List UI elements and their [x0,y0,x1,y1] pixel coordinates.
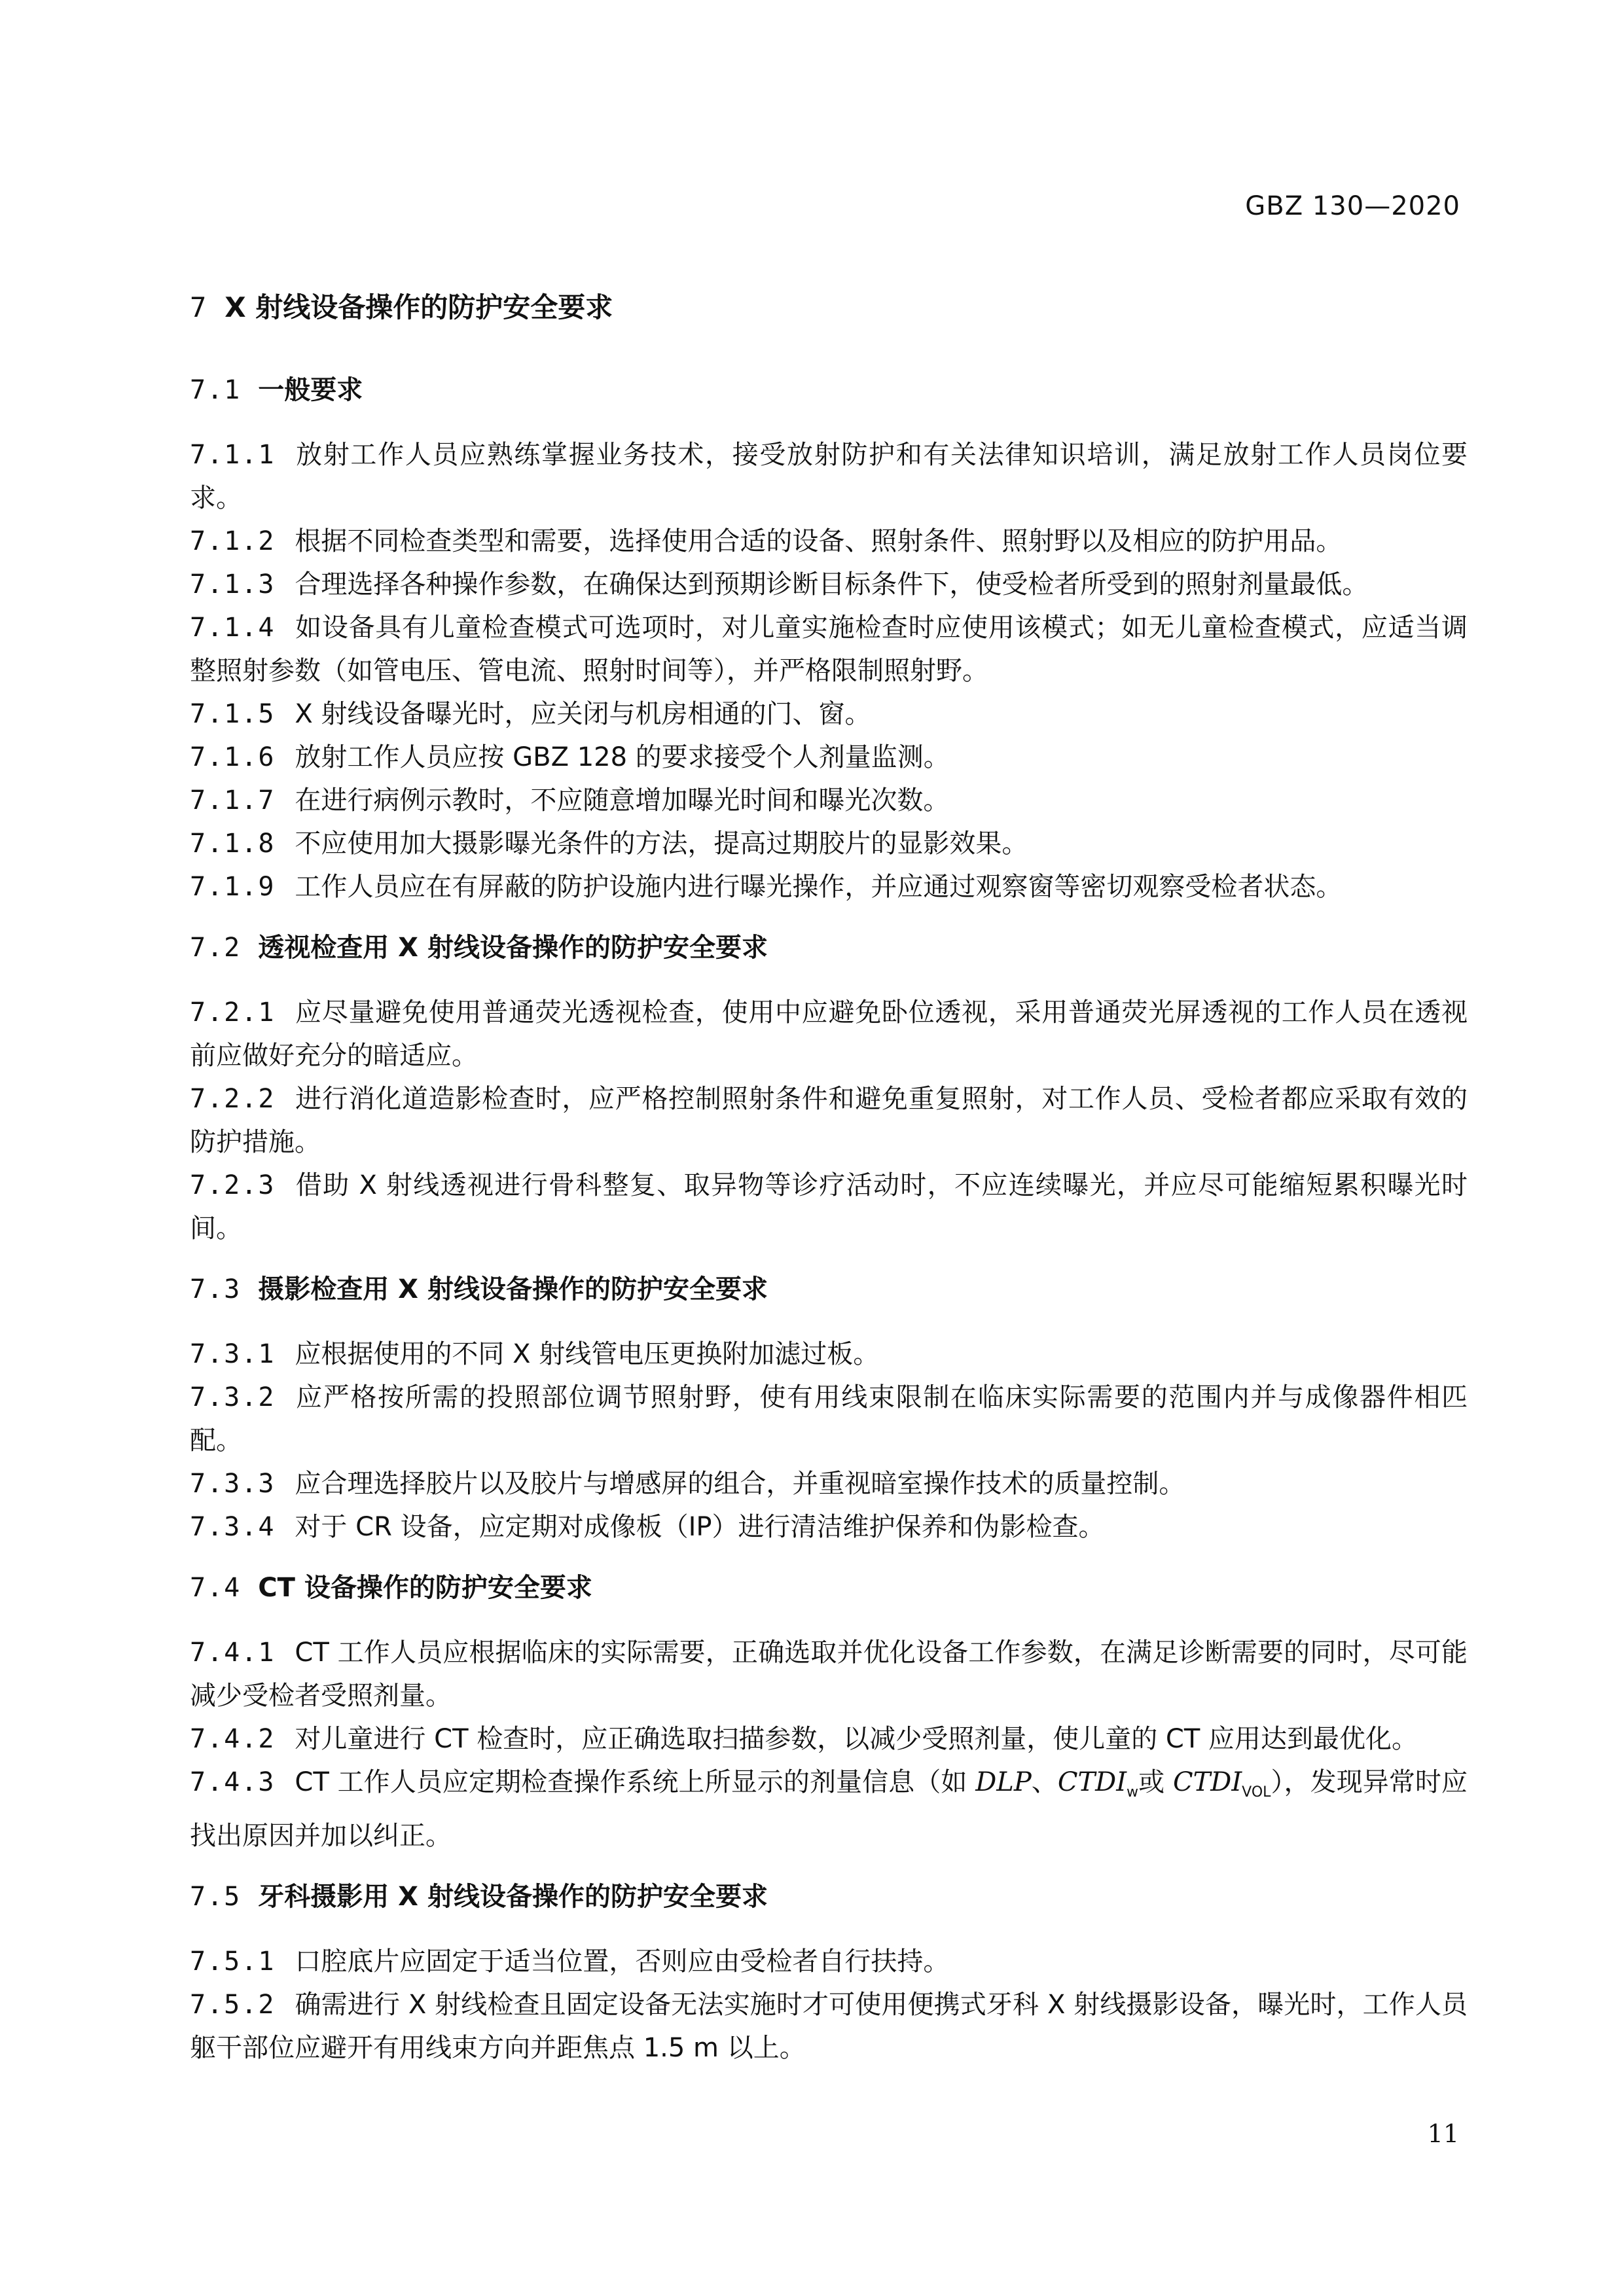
clause-number: 7.1.4 [190,613,276,643]
clause [190,1717,1468,1761]
chapter-number: 7 [190,291,208,323]
section-heading [190,370,1468,410]
clause [190,563,1468,606]
clause-text: 应尽量避免使用普通荧光透视检查，使用中应避免卧位透视，采用普通荧光屏透视的工作人员在透视前应做好充分的暗适应。 [190,997,1468,1071]
clause-number: 7.1.1 [190,440,276,470]
clause-number: 7.2.1 [190,997,276,1028]
clause-text: 在进行病例示教时，不应随意增加曝光时间和曝光次数。 [295,785,950,816]
clause-text: 如设备具有儿童检查模式可选项时，对儿童实施检查时应使用该模式；如无儿童检查模式，应适当调整照射参数（如管电压、管电流、照射时间等），并严格限制照射野。 [190,613,1468,686]
clause-number: 7.3.3 [190,1469,276,1499]
clause-number: 7.2.2 [190,1084,276,1114]
dlp-term: DLP [975,1767,1032,1797]
section-title: 牙科摄影用 X 射线设备操作的防护安全要求 [258,1882,768,1912]
section-7-2 [190,928,1468,1250]
document-body [190,288,1468,2089]
clause [190,1376,1468,1462]
section-title: 一般要求 [258,375,363,405]
ctdi-vol-subscript: VOL [1242,1784,1271,1801]
clause [190,1462,1468,1505]
section-number: 7.3 [190,1274,242,1304]
clause-text-end: ），发现异常时应找出原因并加以纠正。 [190,1767,1468,1851]
clause [190,736,1468,779]
clause-number: 7.3.2 [190,1382,276,1412]
clause-text: 放射工作人员应熟练掌握业务技术，接受放射防护和有关法律知识培训，满足放射工作人员岗位要求。 [190,440,1468,513]
clause-number: 7.1.6 [190,742,276,772]
clause-text: 借助 X 射线透视进行骨科整复、取异物等诊疗活动时，不应连续曝光，并应尽可能缩短累积曝光时间。 [190,1170,1468,1244]
section-7-1 [190,370,1468,908]
section-title: CT 设备操作的防护安全要求 [258,1573,592,1603]
clause [190,1983,1468,2070]
separator: 或 [1138,1767,1173,1797]
clause [190,433,1468,520]
clause [190,1505,1468,1549]
section-heading [190,928,1468,967]
clause [190,1761,1468,1857]
clause-text: 应严格按所需的投照部位调节照射野，使有用线束限制在临床实际需要的范围内并与成像器件相匹配。 [190,1382,1468,1456]
page-number: 11 [1427,2119,1459,2148]
clause [190,606,1468,692]
clause-text: 确需进行 X 射线检查且固定设备无法实施时才可使用便携式牙科 X 射线摄影设备，曝光时，工作人员躯干部位应避开有用线束方向并距焦点 1.5 m 以上。 [190,1990,1468,2063]
clause-number: 7.1.2 [190,526,276,556]
clause-number: 7.3.4 [190,1512,276,1542]
clause-number: 7.1.5 [190,699,276,729]
clause-number: 7.4.3 [190,1767,276,1797]
clause-number: 7.4.2 [190,1724,276,1754]
section-number: 7.1 [190,375,242,405]
clause [190,822,1468,865]
section-number: 7.5 [190,1882,242,1912]
clause-text: 应根据使用的不同 X 射线管电压更换附加滤过板。 [295,1339,880,1369]
clause-number: 7.2.3 [190,1170,276,1200]
clause [190,991,1468,1077]
clause-number: 7.1.9 [190,872,276,902]
separator: 、 [1031,1767,1058,1797]
clause-text: 对于 CR 设备，应定期对成像板（IP）进行清洁维护保养和伪影检查。 [295,1512,1105,1542]
clause-number: 7.3.1 [190,1339,276,1369]
clause [190,779,1468,822]
section-number: 7.4 [190,1573,242,1603]
section-heading [190,1877,1468,1916]
clause [190,520,1468,563]
clause [190,1631,1468,1717]
clause [190,1940,1468,1983]
clause-number: 7.1.7 [190,785,276,816]
section-7-3 [190,1270,1468,1549]
section-number: 7.2 [190,933,242,963]
clause-text: 口腔底片应固定于适当位置，否则应由受检者自行扶持。 [295,1946,950,1977]
clause-text: 应合理选择胶片以及胶片与增感屏的组合，并重视暗室操作技术的质量控制。 [295,1469,1185,1499]
chapter-heading [190,288,1468,327]
chapter-title: X 射线设备操作的防护安全要求 [225,291,613,323]
clause-number: 7.1.3 [190,569,276,600]
clause-text: 工作人员应在有屏蔽的防护设施内进行曝光操作，并应通过观察窗等密切观察受检者状态。 [295,872,1343,902]
clause-number: 7.5.2 [190,1990,276,2020]
section-heading [190,1568,1468,1607]
clause-text: 合理选择各种操作参数，在确保达到预期诊断目标条件下，使受检者所受到的照射剂量最低。 [295,569,1369,600]
section-title: 透视检查用 X 射线设备操作的防护安全要求 [258,933,768,963]
clause-text: 不应使用加大摄影曝光条件的方法，提高过期胶片的显影效果。 [295,829,1028,859]
section-7-5 [190,1877,1468,2070]
clause-number: 7.4.1 [190,1638,276,1668]
ctdi-w-subscript: w [1127,1784,1139,1801]
ctdi-vol-term: CTDI [1173,1767,1242,1797]
section-title: 摄影检查用 X 射线设备操作的防护安全要求 [258,1274,768,1304]
section-heading [190,1270,1468,1309]
clause-number: 7.5.1 [190,1946,276,1977]
clause-text: 放射工作人员应按 GBZ 128 的要求接受个人剂量监测。 [295,742,950,772]
clause-text: 根据不同检查类型和需要，选择使用合适的设备、照射条件、照射野以及相应的防护用品。 [295,526,1343,556]
ctdi-w-term: CTDI [1057,1767,1127,1797]
standard-code: GBZ 130—2020 [1245,191,1460,221]
clause [190,692,1468,736]
clause-text: X 射线设备曝光时，应关闭与机房相通的门、窗。 [295,699,871,729]
clause [190,1333,1468,1376]
clause-text: 对儿童进行 CT 检查时，应正确选取扫描参数，以减少受照剂量，使儿童的 CT 应用达到最优化。 [295,1724,1418,1754]
clause-text: CT 工作人员应根据临床的实际需要，正确选取并优化设备工作参数，在满足诊断需要的同时，尽可能减少受检者受照剂量。 [190,1638,1468,1711]
section-7-4 [190,1568,1468,1857]
clause [190,1164,1468,1250]
clause [190,1077,1468,1164]
clause-number: 7.1.8 [190,829,276,859]
clause-text: CT 工作人员应定期检查操作系统上所显示的剂量信息（如 [295,1767,976,1797]
clause [190,865,1468,908]
clause-text: 进行消化道造影检查时，应严格控制照射条件和避免重复照射，对工作人员、受检者都应采取有效的防护措施。 [190,1084,1468,1157]
